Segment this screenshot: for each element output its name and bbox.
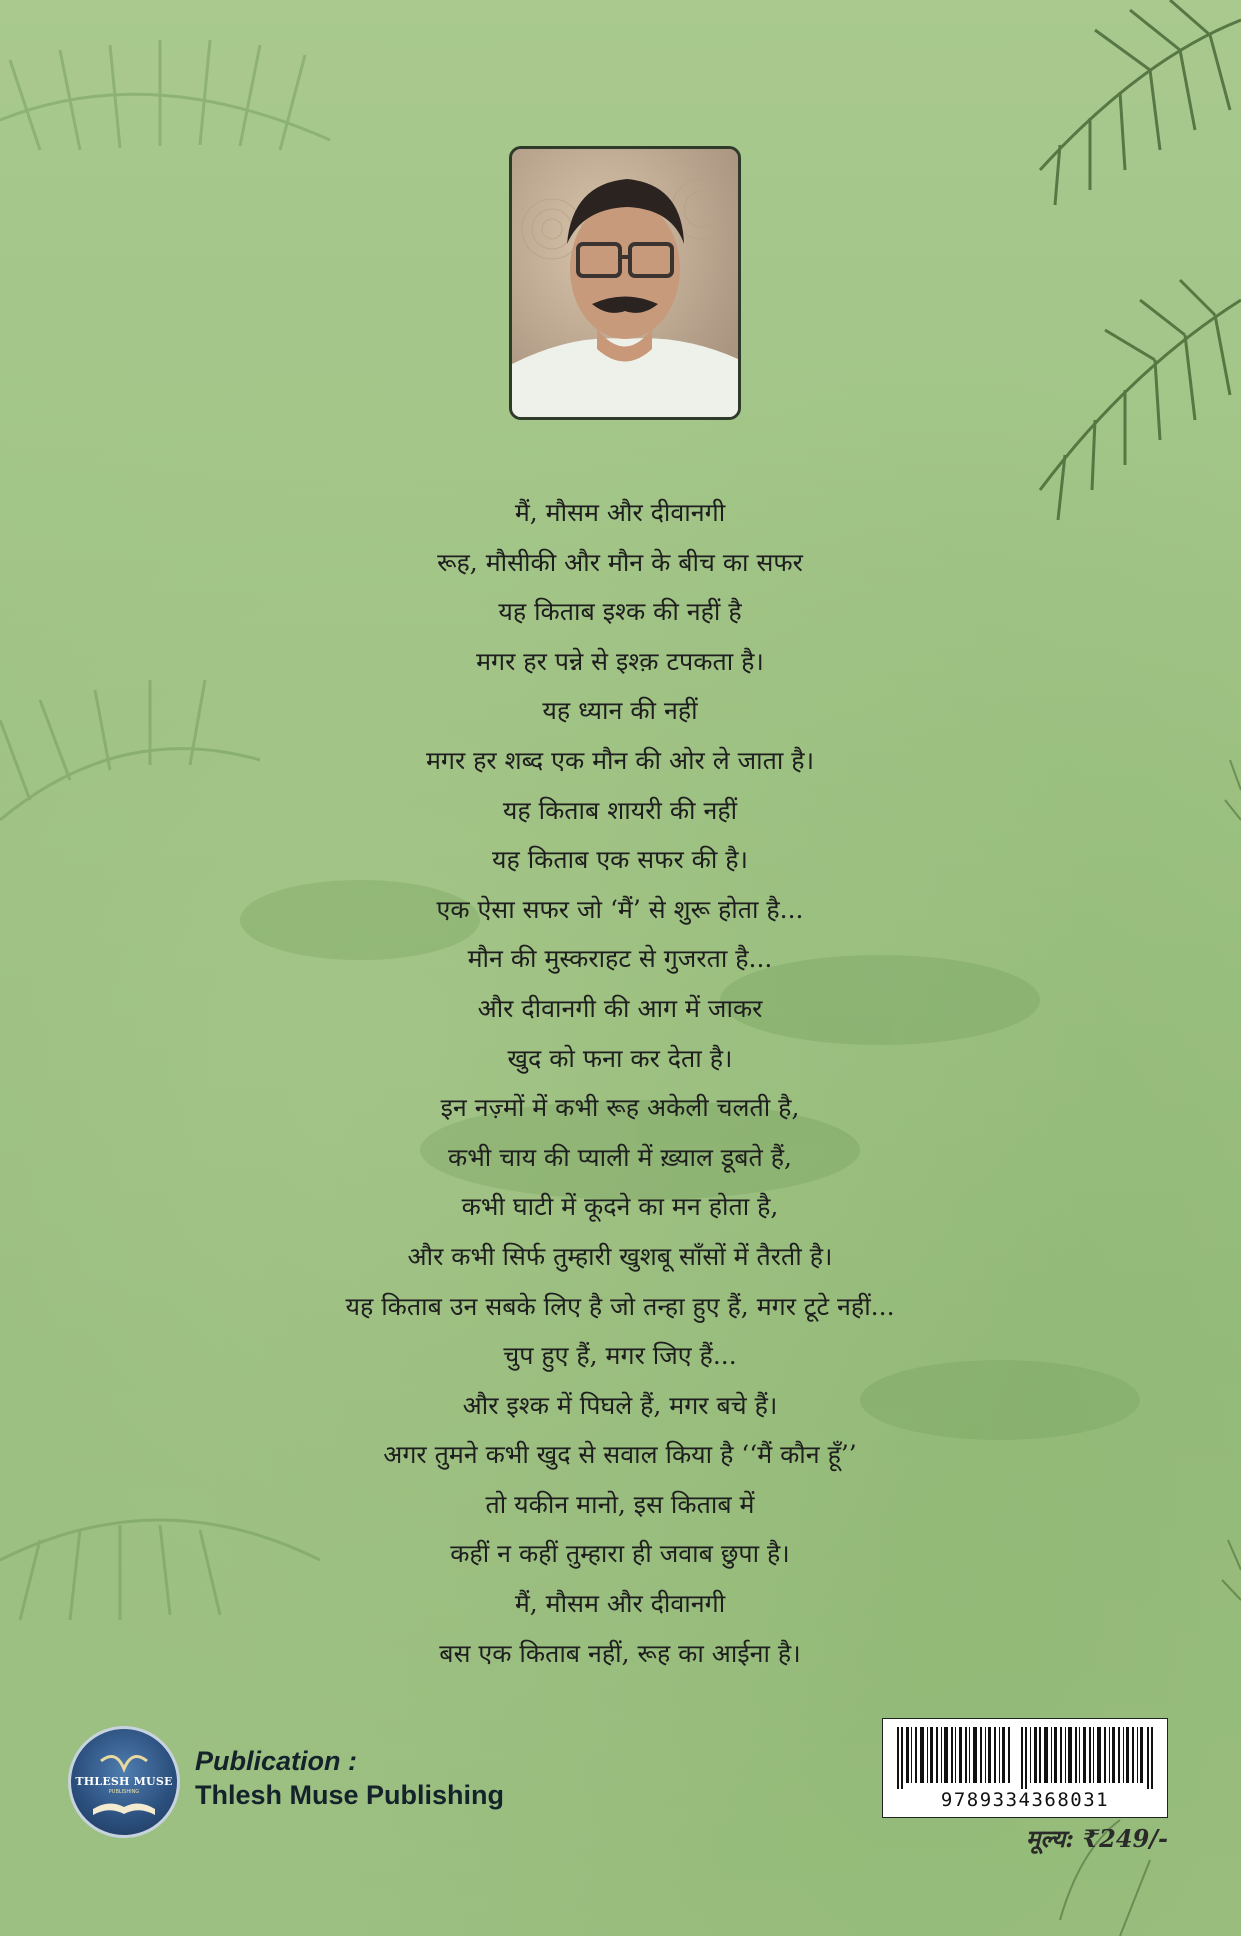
logo-subtext: PUBLISHING: [108, 1789, 140, 1795]
isbn-digits: 9789334368031: [940, 1789, 1110, 1811]
blurb-line: अगर तुमने कभी खुद से सवाल किया है ‘‘मैं कौन हूँ’’: [383, 1440, 857, 1470]
blurb-line: और दीवानगी की आग में जाकर: [477, 993, 763, 1023]
publication-label: Publication :: [195, 1746, 357, 1776]
blurb-line: यह ध्यान की नहीं: [542, 696, 698, 726]
blurb-line: मगर हर शब्द एक मौन की ओर ले जाता है।: [425, 745, 815, 775]
blurb-line: मैं, मौसम और दीवानगी: [514, 498, 726, 527]
logo-text: THLESH MUSE: [75, 1775, 173, 1788]
blurb-line: खुद को फना कर देता है।: [507, 1043, 733, 1073]
author-portrait-icon: [512, 149, 738, 417]
blurb-line: यह किताब शायरी की नहीं: [502, 795, 738, 825]
blurb-line: यह किताब उन सबके लिए है जो तन्हा हुए हैं, मगर टूटे नहीं...: [345, 1291, 895, 1321]
author-photo: [509, 146, 741, 420]
blurb-line: कहीं न कहीं तुम्हारा ही जवाब छुपा है।: [450, 1539, 790, 1569]
blurb-line: और कभी सिर्फ तुम्हारी खुशबू साँसों में तैरती है।: [407, 1241, 833, 1271]
blurb-text: [150, 488, 1090, 1678]
isbn-barcode: [882, 1718, 1168, 1818]
blurb-line: तो यकीन मानो, इस किताब में: [485, 1489, 755, 1519]
blurb-line: चुप हुए हैं, मगर जिए हैं...: [503, 1341, 737, 1371]
blurb-line: रूह, मौसीकी और मौन के बीच का सफर: [437, 547, 803, 577]
blurb-line: एक ऐसा सफर जो ‘मैं’ से शुरू होता है...: [436, 894, 804, 924]
blurb-line: कभी चाय की प्याली में ख़्याल डूबते हैं,: [448, 1142, 792, 1172]
blurb-line: यह किताब इश्क की नहीं है: [498, 597, 742, 627]
blurb-line: मगर हर पन्ने से इश्क़ टपकता है।: [476, 646, 764, 676]
price-label: मूल्य: ₹249/-: [1026, 1824, 1168, 1853]
blurb-line: इन नज़्मों में कभी रूह अकेली चलती है,: [440, 1093, 800, 1123]
blurb-line: बस एक किताब नहीं, रूह का आईना है।: [439, 1638, 801, 1668]
blurb-line: यह किताब एक सफर की है।: [491, 845, 749, 875]
publisher-logo: [68, 1726, 180, 1838]
blurb-line: मैं, मौसम और दीवानगी: [514, 1589, 726, 1619]
blurb-line: और इश्क में पिघले हैं, मगर बचे हैं।: [462, 1390, 778, 1420]
blurb-line: कभी घाटी में कूदने का मन होता है,: [461, 1192, 779, 1222]
barcode-bars: [897, 1727, 1153, 1789]
blurb-line: मौन की मुस्कराहट से गुजरता है...: [467, 944, 773, 974]
publisher-name: Thlesh Muse Publishing: [195, 1780, 505, 1810]
